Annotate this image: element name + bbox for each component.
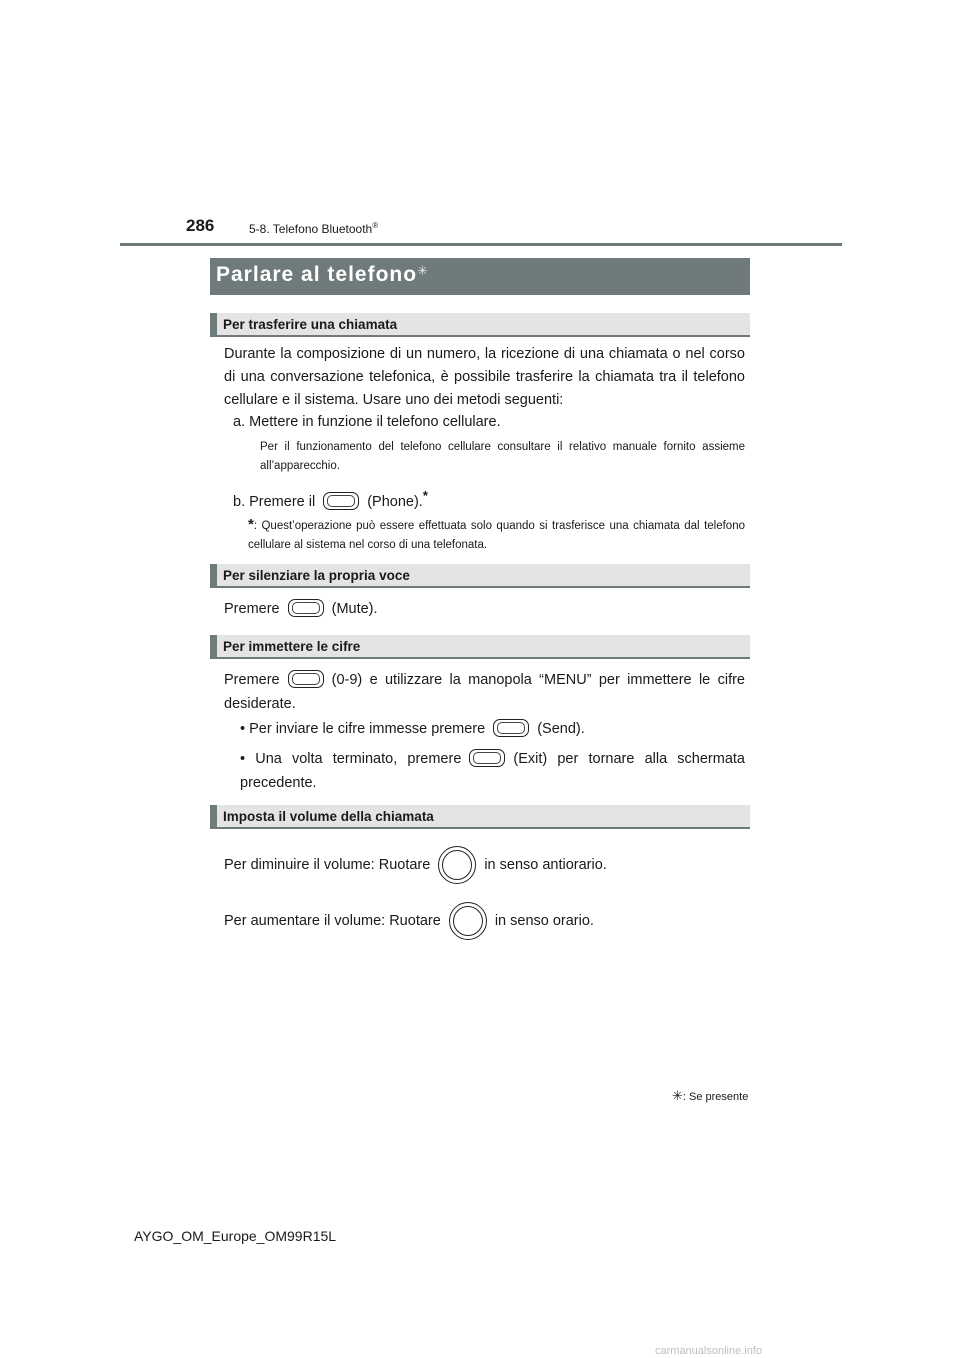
footnote-mark: * (248, 516, 254, 533)
section-heading-mute: Per silenziare la propria voce (210, 564, 750, 588)
volume-down-post: in senso antiorario. (484, 857, 607, 873)
section-heading-transfer: Per trasferire una chiamata (210, 313, 750, 337)
volume-up-line (224, 899, 745, 943)
header-rule (120, 243, 842, 246)
volume-down-pre: Per diminuire il volume: Ruotare (224, 857, 431, 873)
step-a-note: Per il funzionamento del telefono cellulare consultare il relativo manuale fornito assieme all’apparecchio. (260, 441, 745, 472)
volume-up-pre: Per aumentare il volume: Ruotare (224, 913, 441, 929)
breadcrumb (249, 221, 378, 236)
volume-up-post: in senso orario. (494, 913, 594, 929)
volume-knob-icon (449, 902, 487, 940)
page-title (210, 258, 750, 295)
mute-post: (Mute). (331, 601, 378, 617)
footnote (248, 515, 745, 555)
bullet-send-pre: • Per inviare le cifre immesse premere (240, 721, 486, 737)
footnote-text: : Quest’operazione può essere effettuata solo quando si trasferisce una chiamata dal telefono cellulare al sistema nel corso di una telefonata. (248, 520, 745, 551)
digits-pre: Premere (224, 672, 280, 688)
bullet-exit-pre: • Una volta terminato, premere (240, 751, 462, 767)
bullet-send (240, 718, 745, 741)
footer-note (672, 1088, 748, 1104)
step-b (233, 484, 745, 514)
watermark: carmanualsonline.info (655, 1345, 763, 1357)
send-button-icon (493, 719, 529, 737)
registered-mark: ® (372, 221, 379, 230)
bullet-exit-post: (Exit) per tornare alla schermata precedente. (240, 751, 745, 791)
mute-instruction (224, 598, 745, 621)
digits-post: (0-9) e utilizzare la manopola “MENU” per immettere le cifre desiderate. (224, 672, 745, 712)
step-b-pre: b. Premere il (233, 493, 316, 510)
digits-button-icon (288, 670, 324, 688)
footer-note-text: : Se presente (682, 1091, 749, 1103)
breadcrumb-text: 5-8. Telefono Bluetooth (249, 222, 373, 236)
digits-instruction (224, 668, 745, 716)
step-b-mark: * (422, 488, 428, 503)
exit-button-icon (469, 749, 505, 767)
step-b-post: (Phone). (367, 493, 423, 510)
bullet-exit (240, 747, 745, 795)
volume-down-line (224, 843, 745, 887)
page-number: 286 (186, 216, 215, 235)
mute-pre: Premere (224, 601, 280, 617)
phone-button-icon (323, 492, 359, 510)
step-a: a. Mettere in funzione il telefono cellulare. (233, 414, 501, 430)
asterisk-icon: ✳ (672, 1088, 683, 1103)
bullet-send-post: (Send). (537, 721, 585, 737)
mute-button-icon (288, 599, 324, 617)
document-code: AYGO_OM_Europe_OM99R15L (134, 1228, 337, 1244)
transfer-intro: Durante la composizione di un numero, la ricezione di una chiamata o nel corso di una conversazione telefonica, è possibile trasferire la chiamata tra il telefono cellulare e il sistema. Usare uno dei metodi seguenti: (224, 346, 745, 408)
volume-knob-icon (438, 846, 476, 884)
page-title-text: Parlare al telefono (216, 263, 418, 286)
asterisk-icon: ✳ (417, 263, 429, 278)
section-heading-volume: Imposta il volume della chiamata (210, 805, 750, 829)
section-heading-digits: Per immettere le cifre (210, 635, 750, 659)
